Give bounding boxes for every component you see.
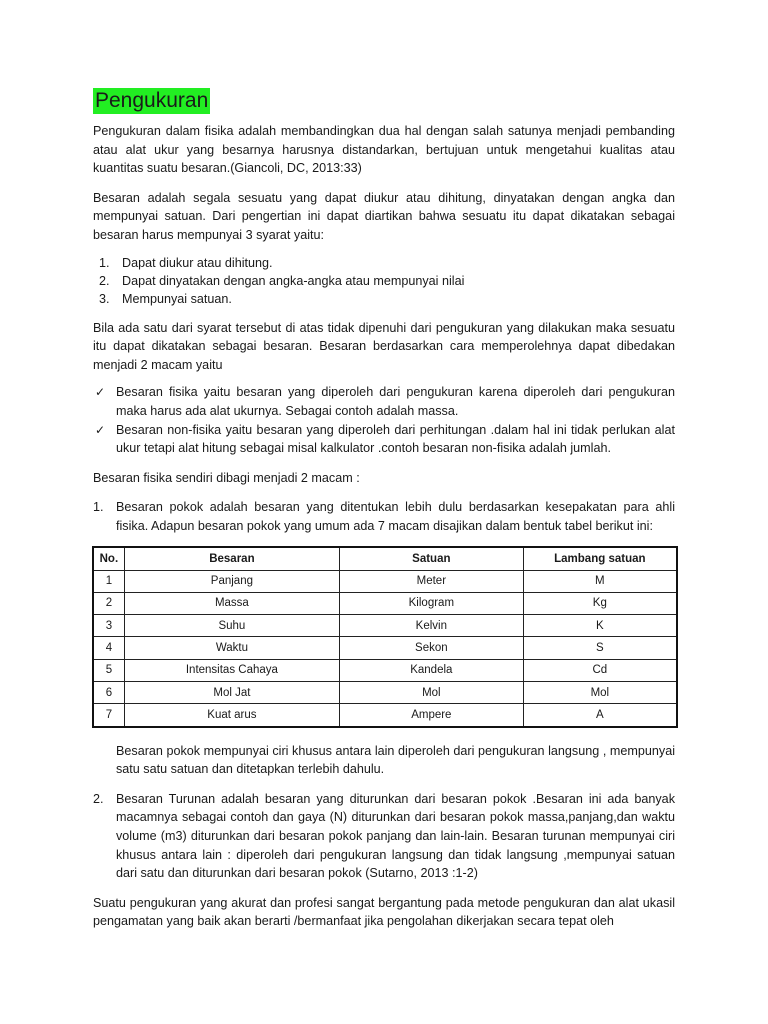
list-item: ✓ Besaran non-fisika yaitu besaran yang diperoleh dari perhitungan .dalam hal ini tidak perlukan alat ukur tetapi alat hitung sebagai misal kalkulator .contoh besaran non-fisika adalah jumlah. [95,422,675,456]
header-satuan: Satuan [340,547,524,571]
syarat-list [93,254,675,308]
list-item: ✓ Besaran fisika yaitu besaran yang diperoleh dari pengukuran karena diperoleh dari pengukuran maka harus ada alat ukurnya. Sebagai contoh adalah massa. [95,385,675,418]
table-row: 5 Intensitas Cahaya Kandela Cd [93,659,677,681]
paragraph-besaran: Besaran adalah segala sesuatu yang dapat diukur atau dihitung, dinyatakan dengan angka dan mempunyai satuan. Dari pengertian ini dapat diartikan bahwa sesuatu itu dapat dikatakan sebagai besaran harus mempunyai 3 syarat yaitu: [93,190,675,242]
table-row: 1 Panjang Meter M [93,570,677,592]
besaran-turunan-item: 2. Besaran Turunan adalah besaran yang diturunkan dari besaran pokok .Besaran ini ada banyak macamnya sebagai contoh dan gaya (N) diturunkan dari besaran pokok massa,panjang,dan waktu volume (m3) diturunkan dari besaran pokok panjang dan lain-lain. Besaran turunan mempunyai ciri khusus antara lain : diperoleh dari pengukuran langsung dan tidak langsung ,mempunyai satuan dari satu dan diturunkan dari besaran pokok (Sutarno, 2013 :1-2) [93,791,675,881]
table-row: 3 Suhu Kelvin K [93,615,677,637]
list-item: 3. Mempunyai satuan. [99,291,232,306]
table-header-row [93,547,677,571]
paragraph-fisika: Besaran fisika sendiri dibagi menjadi 2 macam : [93,470,360,485]
list-item: 1. Dapat diukur atau dihitung. [99,255,273,270]
table-row: 2 Massa Kilogram Kg [93,592,677,614]
paragraph-definition: Pengukuran dalam fisika adalah membandingkan dua hal dengan salah satunya menjadi pembanding atau alat ukur yang besarnya harusnya distandarkan, bertujuan untuk mengetahui kualitas atau kuantitas suatu besaran.(Giancoli, DC, 2013:33) [93,124,675,176]
paragraph-ciri-pokok: Besaran pokok mempunyai ciri khusus antara lain diperoleh dari pengukuran langsung , mempunyai satu satu satuan dan ditetapkan terlebih dahulu. [116,743,675,777]
table-row: 7 Kuat arus Ampere A [93,704,677,727]
besaran-pokok-item: 1. Besaran pokok adalah besaran yang ditentukan lebih dulu berdasarkan kesepakatan para ahli fisika. Adapun besaran pokok yang umum ada 7 macam disajikan dalam bentuk tabel berikut ini: [93,500,675,533]
paragraph-syarat: Bila ada satu dari syarat tersebut di atas tidak dipenuhi dari pengukuran yang dilakukan maka sesuatu itu dapat dikatakan sebagai besaran. Besaran berdasarkan cara memperolehnya dapat dibedakan menjadi 2 macam yaitu [93,320,675,372]
jenis-besaran-list [93,383,675,457]
paragraph-pengukuran-akurat: Suatu pengukuran yang akurat dan profesi sangat bergantung pada metode pengukuran dan alat ukasil pengamatan yang baik akan berarti /bermanfaat jika pengolahan dikerjakan secara tepat oleh [93,895,675,929]
checkmark-icon: ✓ [95,422,106,437]
header-lambang: Lambang satuan [523,547,677,571]
table-row: 4 Waktu Sekon S [93,637,677,659]
list-item: 2. Dapat dinyatakan dengan angka-angka atau mempunyai nilai [99,273,465,288]
header-besaran: Besaran [124,547,339,571]
header-no: No. [93,547,124,571]
checkmark-icon: ✓ [95,385,106,400]
page-title: Pengukuran [95,89,209,112]
table-row: 6 Mol Jat Mol Mol [93,681,677,703]
document-page [93,88,675,931]
besaran-pokok-table [92,546,678,728]
